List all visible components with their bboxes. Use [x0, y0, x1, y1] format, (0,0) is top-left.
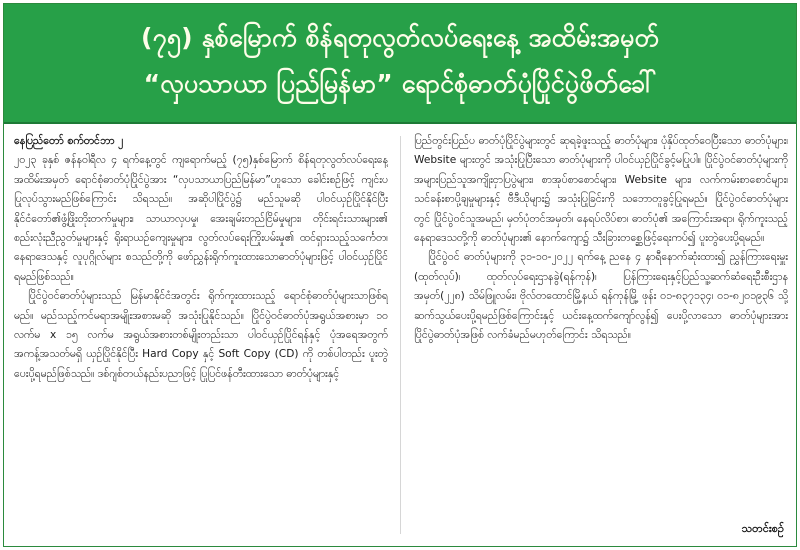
- news-clipping: [3, 3, 797, 547]
- article-paragraph-3: ပြည်တွင်းပြည်ပ ဓာတ်ပုံပြိုင်ပွဲများတွင် ဆုရခဲ့ဖူးသည့် ဓာတ်ပုံများ၊ ပုံနှိပ်ထုတ်ဝေပြီးသော ဓာတ်ပုံများ၊ Website များတွင် အသုံးပြုပြီးသော ဓာတ်ပုံများကို ပါဝင်ယှဉ်ပြိုင်ခွင့်မပြုပါ။ ပြိုင်ပွဲဝင်ဓာတ်ပုံများကို အများပြည်သူအကျိုးငှာပြပွဲများ၊ စာအုပ်စာစောင်များ၊ Website များ၊ လက်ကမ်းစာစောင်များ၊ သင်ခန်းစာပို့ချမှုများနှင့် ဗီဒီယိုများ၌ အသုံးပြုခြင်းကို သဘောတူခွင့်ပြုရမည်။ ပြိုင်ပွဲဝင်ဓာတ်ပုံများတွင် ပြိုင်ပွဲဝင်သူအမည်၊ မှတ်ပုံတင်အမှတ်၊ နေရပ်လိပ်စာ၊ ဓာတ်ပုံ၏ အကြောင်းအရာ၊ ရိုက်ကူးသည့် နေရာဒေသတို့ကို ဓာတ်ပုံများ၏ နောက်ကျော၌ သီးခြားတစ္ဆေဖြင့်ရေးကပ်၍ ပူးတွဲပေးပို့ရမည်။: [414, 135, 788, 245]
- headline-banner: [4, 4, 796, 124]
- article-column-right: [414, 132, 788, 540]
- column-divider: [400, 136, 401, 534]
- dateline: နေပြည်တော် စက်တင်ဘာ ၂: [14, 135, 124, 147]
- article-paragraph-1: ၂၀၂၃ ခုနှစ် ဇန်နဝါရီလ ၄ ရက်နေ့တွင် ကျရောက်မည့် (၇၅)နှစ်မြောက် စိန်ရတုလွတ်လပ်ရေးနေ့အထိမ်းအမှတ် ရောင်စုံဓာတ်ပုံပြိုင်ပွဲအား “လှပသာယာပြည်မြန်မာ”ဟူသော ခေါင်းစဉ်ဖြင့် ကျင်းပပြုလုပ်သွားမည်ဖြစ်ကြောင်း သိရသည်။ အဆိုပါပြိုင်ပွဲ၌ မည်သူမဆို ပါဝင်ယှဉ်ပြိုင်နိုင်ပြီး နိုင်ငံတော်၏ဖွံ့ဖြိုးတိုးတက်မှုများ၊ သာယာလှပမှု၊ အေးချမ်းတည်ငြိမ်မှုများ၊ တိုင်းရင်းသားများ၏ စည်းလုံးညီညွတ်မှုများနှင့် ရိုးရာယဉ်ကျေးမှုများ၊ လွတ်လပ်ရေးကြိုးပမ်းမှု၏ ထင်ရှားသည့်သင်္ကေတ၊ နေရာဒေသနှင့် လူပုဂ္ဂိုလ်များ စသည်တို့ကို ဖော်ညွှန်းရိုက်ကူးထားသောဓာတ်ပုံများဖြင့် ပါဝင်ယှဉ်ပြိုင်ရမည်ဖြစ်သည်။: [14, 154, 388, 283]
- headline-line-2: “လှပသာယာ ပြည်မြန်မာ” ရောင်စုံဓာတ်ပုံပြိုင်ပွဲဖိတ်ခေါ်: [143, 69, 657, 98]
- article-paragraph-4: ပြိုင်ပွဲဝင် ဓာတ်ပုံများကို ၃၁-၁၀-၂၀၂၂ ရက်နေ့ ညနေ ၄ နာရီနောက်ဆုံးထား၍ ညွှန်ကြားရေးမှူး (ထုတ်လုပ်)၊ ထုတ်လုပ်ရေးဌာနခွဲ(ရန်ကုန်)၊ ပြန်ကြားရေးနှင့်ပြည်သူ့ဆက်ဆံရေးဦးစီးဌာန အမှတ်(၂၂၈) သိမ်ဖြူလမ်း၊ ဗိုလ်တထောင်မြို့နယ် ရန်ကုန်မြို့ ဖုန်း ၀၁-၈၃၇၁၃၄၊ ၀၁-၈၂၀၁၉၃၆ သို့ ဆက်သွယ်ပေးပို့ရမည်ဖြစ်ကြောင်းနှင့် ယင်းနေ့ထက်ကျော်လွန်၍ ပေးပို့လာသော ဓာတ်ပုံများအား ပြိုင်ပွဲဓာတ်ပုံအဖြစ် လက်ခံမည်မဟုတ်ကြောင်း သိရသည်။: [414, 251, 788, 342]
- article-body: [4, 124, 796, 546]
- article-column-left: [14, 132, 388, 540]
- byline: သတင်းစဉ်: [741, 522, 784, 535]
- headline-line-1: (၇၅) နှစ်မြောက် စိန်ရတုလွတ်လပ်ရေးနေ့ အထိမ်းအမှတ်: [140, 23, 660, 52]
- article-paragraph-2: ပြိုင်ပွဲဝင်ဓာတ်ပုံများသည် မြန်မာနိုင်ငံအတွင်း ရိုက်ကူးထားသည့် ရောင်စုံဓာတ်ပုံများသာဖြစ်ရမည်။ မည်သည့်ကင်မရာအမျိုးအစားမဆို အသုံးပြုနိုင်သည်။ ပြိုင်ပွဲဝင်ဓာတ်ပုံအရွယ်အစားမှာ ၁၀ လက်မ x ၁၅ လက်မ အရွယ်အစားတစ်မျိုးတည်းသာ ပါဝင်ယှဉ်ပြိုင်ရန်နှင့် ပုံအရေအတွက် အကန့်အသတ်မရှိ ယှဉ်ပြိုင်နိုင်ပြီး Hard Copy နှင့် Soft Copy (CD) ကို တစ်ပါတည်း ပူးတွဲပေးပို့ရမည်ဖြစ်သည်။ ဒစ်ဂျစ်တယ်နည်းပညာဖြင့် ပြုပြင်ဖန်တီးထားသော ဓာတ်ပုံများနှင့်: [14, 290, 388, 380]
